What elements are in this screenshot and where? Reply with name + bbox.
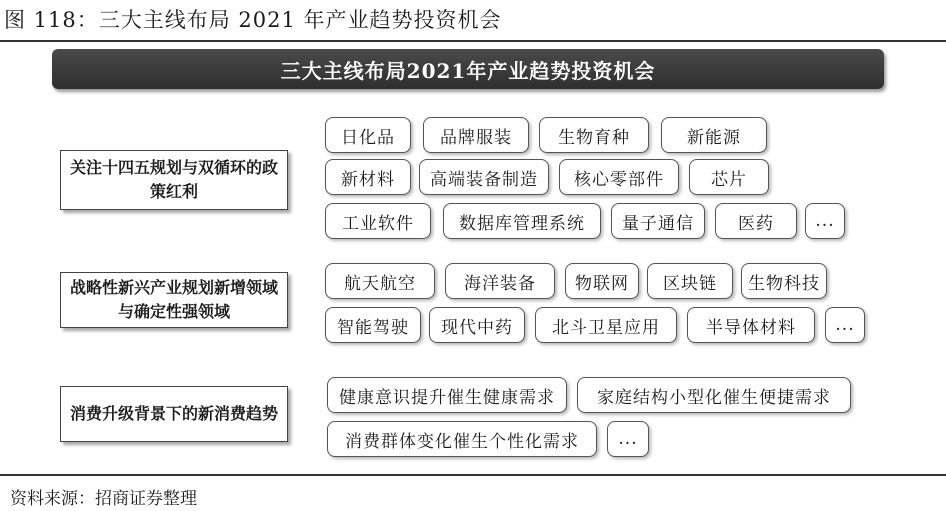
source-note: 资料来源：招商证券整理 — [10, 489, 197, 509]
tag-brand-apparel: 品牌服装 — [423, 117, 529, 153]
tag-personalized-demand: 消费群体变化催生个性化需求 — [327, 421, 597, 457]
tag-more-3: ... — [607, 421, 649, 457]
tag-medicine: 医药 — [715, 203, 797, 239]
category-consumption-upgrade: 消费升级背景下的新消费趋势 — [60, 386, 288, 442]
banner-title: 三大主线布局2021年产业趋势投资机会 — [52, 49, 884, 89]
tag-daily-chemicals: 日化品 — [325, 117, 411, 153]
tag-marine-equipment: 海洋装备 — [445, 263, 555, 299]
tag-blockchain: 区块链 — [647, 263, 733, 299]
tag-biotech: 生物科技 — [741, 263, 827, 299]
figure-title: 图 118：三大主线布局 2021 年产业趋势投资机会 — [4, 8, 502, 32]
tag-new-materials: 新材料 — [325, 159, 411, 195]
tag-more-2: ... — [825, 307, 865, 343]
tag-bio-breeding: 生物育种 — [539, 117, 649, 153]
tag-health-demand: 健康意识提升催生健康需求 — [327, 377, 567, 413]
tag-smart-driving: 智能驾驶 — [325, 307, 421, 343]
tag-semiconductor-materials: 半导体材料 — [687, 307, 815, 343]
tag-high-end-equipment: 高端装备制造 — [419, 159, 549, 195]
bottom-divider — [0, 474, 946, 476]
tag-beidou-satellite: 北斗卫星应用 — [535, 307, 677, 343]
tag-core-components: 核心零部件 — [559, 159, 679, 195]
category-policy: 关注十四五规划与双循环的政策红利 — [60, 150, 288, 210]
tag-database-systems: 数据库管理系统 — [443, 203, 601, 239]
tag-iot: 物联网 — [565, 263, 639, 299]
tag-industrial-software: 工业软件 — [325, 203, 431, 239]
tag-quantum-communication: 量子通信 — [611, 203, 705, 239]
tag-more-1: ... — [805, 203, 845, 239]
tag-convenience-demand: 家庭结构小型化催生便捷需求 — [577, 377, 851, 413]
top-divider — [0, 40, 946, 42]
tag-modern-tcm: 现代中药 — [429, 307, 525, 343]
category-strategic-industries: 战略性新兴产业规划新增领域与确定性强领域 — [60, 272, 288, 328]
tag-aerospace: 航天航空 — [325, 263, 435, 299]
tag-new-energy: 新能源 — [661, 117, 767, 153]
tag-chips: 芯片 — [689, 159, 769, 195]
